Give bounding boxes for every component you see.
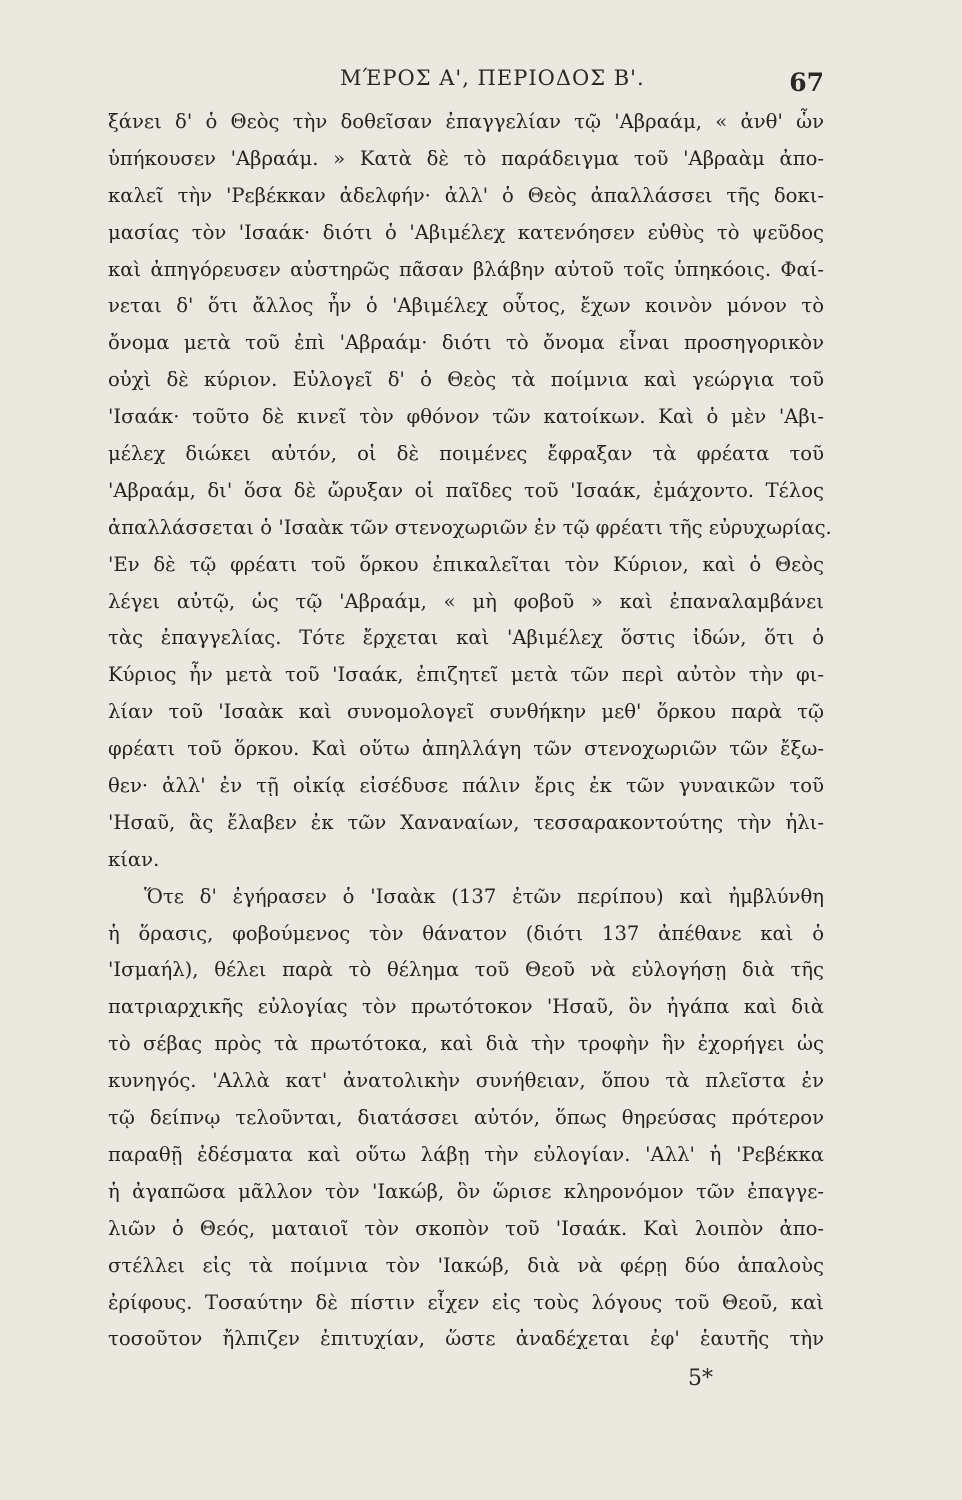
paragraph-1: [108, 104, 832, 879]
signature-mark: 5*: [688, 1366, 713, 1391]
text-line: 'Ισαάκ· τοῦτο δὲ κινεῖ τὸν φθόνον τῶν κατοίκων. Καὶ ὁ μὲν 'Αβι-: [108, 405, 824, 429]
text-line: ξάνει δ' ὁ Θεὸς τὴν δοθεῖσαν ἐπαγγελίαν τῷ 'Αβραάμ, « ἀνθ' ὧν: [108, 110, 824, 133]
text-line: ἀπαλλάσσεται ὁ 'Ισαὰκ τῶν στενοχωριῶν ἐν τῷ φρέατι τῆς εὐρυχωρίας.: [108, 515, 832, 539]
text-line: φρέατι τοῦ ὅρκου. Καὶ οὕτω ἀπηλλάγη τῶν στενοχωριῶν τῶν ἔξω-: [108, 737, 824, 761]
text-line: Ὅτε δ' ἐγήρασεν ὁ 'Ισαὰκ (137 ἐτῶν περίπου) καὶ ἠμβλύνθη: [144, 884, 824, 908]
text-line: καλεῖ τὴν 'Ρεβέκκαν ἀδελφήν· ἀλλ' ὁ Θεὸς ἀπαλλάσσει τῆς δοκι-: [108, 183, 824, 207]
text-line: μέλεχ διώκει αὐτόν, οἱ δὲ ποιμένες ἔφραξαν τὰ φρέατα τοῦ: [108, 442, 824, 466]
text-line: 'Ησαῦ, ἃς ἔλαβεν ἐκ τῶν Χαναναίων, τεσσαρακοντούτης τὴν ἡλι-: [108, 810, 824, 834]
text-line: τὰς ἐπαγγελίας. Τότε ἔρχεται καὶ 'Αβιμέλεχ ὅστις ἰδών, ὅτι ὁ: [108, 626, 824, 650]
text-line: λίαν τοῦ 'Ισαὰκ καὶ συνομολογεῖ συνθήκην μεθ' ὅρκου παρὰ τῷ: [108, 700, 824, 724]
text-line: τῷ δείπνῳ τελοῦνται, διατάσσει αὐτόν, ὅπως θηρεύσας πρότερον: [108, 1106, 824, 1130]
text-line: οὐχὶ δὲ κύριον. Εὐλογεῖ δ' ὁ Θεὸς τὰ ποίμνια καὶ γεώργια τοῦ: [108, 368, 824, 392]
text-line: νεται δ' ὅτι ἄλλος ἦν ὁ 'Αβιμέλεχ οὗτος, ἔχων κοινὸν μόνον τὸ: [108, 294, 824, 318]
text-line: 'Εν δὲ τῷ φρέατι τοῦ ὅρκου ἐπικαλεῖται τὸν Κύριον, καὶ ὁ Θεὸς: [108, 552, 824, 576]
text-line: 'Αβραάμ, δι' ὅσα δὲ ὤρυξαν οἱ παῖδες τοῦ 'Ισαάκ, ἐμάχοντο. Τέλος: [108, 478, 824, 502]
text-line: καὶ ἀπηγόρευσεν αὐστηρῶς πᾶσαν βλάβην αὐτοῦ τοῖς ὑπηκόοις. Φαί-: [108, 257, 824, 281]
text-line: κίαν.: [108, 847, 160, 871]
text-line: τοσοῦτον ἤλπιζεν ἐπιτυχίαν, ὥστε ἀναδέχεται ἐφ' ἑαυτῆς τὴν: [108, 1327, 824, 1351]
text-line: λιῶν ὁ Θεός, ματαιοῖ τὸν σκοπὸν τοῦ 'Ισαάκ. Καὶ λοιπὸν ἀπο-: [108, 1216, 824, 1240]
text-line: ὄνομα μετὰ τοῦ ἐπὶ 'Αβραάμ· διότι τὸ ὄνομα εἶναι προσηγορικὸν: [108, 331, 824, 355]
text-line: θεν· ἀλλ' ἐν τῇ οἰκίᾳ εἰσέδυσε πάλιν ἔρις ἐκ τῶν γυναικῶν τοῦ: [108, 774, 824, 798]
page-number: 67: [789, 68, 824, 97]
text-line: 'Ισμαήλ), θέλει παρὰ τὸ θέλημα τοῦ Θεοῦ νὰ εὐλογήσῃ διὰ τῆς: [108, 958, 824, 982]
text-line: πατριαρχικῆς εὐλογίας τὸν πρωτότοκον 'Ησαῦ, ὃν ἠγάπα καὶ διὰ: [108, 995, 824, 1019]
paragraph-2: [108, 879, 824, 1359]
text-line: τὸ σέβας πρὸς τὰ πρωτότοκα, καὶ διὰ τὴν τροφὴν ἣν ἐχορήγει ὡς: [108, 1032, 824, 1056]
text-line: ἡ ἀγαπῶσα μᾶλλον τὸν 'Ιακώβ, ὃν ὥρισε κληρονόμον τῶν ἐπαγγε-: [108, 1179, 824, 1203]
running-head: [110, 58, 824, 98]
text-line: μασίας τὸν 'Ισαάκ· διότι ὁ 'Αβιμέλεχ κατενόησεν εὐθὺς τὸ ψεῦδος: [108, 220, 824, 244]
text-line: ἡ ὅρασις, φοβούμενος τὸν θάνατον (διότι 137 ἀπέθανε καὶ ὁ: [108, 921, 824, 945]
body-text: [108, 104, 832, 1358]
text-line: λέγει αὐτῷ, ὡς τῷ 'Αβραάμ, « μὴ φοβοῦ » καὶ ἐπαναλαμβάνει: [108, 589, 824, 613]
text-line: ἐρίφους. Τοσαύτην δὲ πίστιν εἶχεν εἰς τοὺς λόγους τοῦ Θεοῦ, καὶ: [108, 1290, 824, 1314]
text-line: Κύριος ἦν μετὰ τοῦ 'Ισαάκ, ἐπιζητεῖ μετὰ τῶν περὶ αὐτὸν τὴν φι-: [108, 663, 824, 687]
text-line: παραθῇ ἐδέσματα καὶ οὕτω λάβῃ τὴν εὐλογίαν. 'Αλλ' ἡ 'Ρεβέκκα: [108, 1142, 824, 1166]
text-line: κυνηγός. 'Αλλὰ κατ' ἀνατολικὴν συνήθειαν, ὅπου τὰ πλεῖστα ἐν: [108, 1069, 824, 1093]
header-title: ΜΈΡΟΣ Α', ΠΕΡΙΟΔΟΣ Β'.: [340, 66, 645, 90]
text-line: στέλλει εἰς τὰ ποίμνια τὸν 'Ιακώβ, διὰ νὰ φέρῃ δύο ἁπαλοὺς: [108, 1253, 824, 1277]
text-line: ὑπήκουσεν 'Αβραάμ. » Κατὰ δὲ τὸ παράδειγμα τοῦ 'Αβραὰμ ἀπο-: [108, 146, 824, 170]
